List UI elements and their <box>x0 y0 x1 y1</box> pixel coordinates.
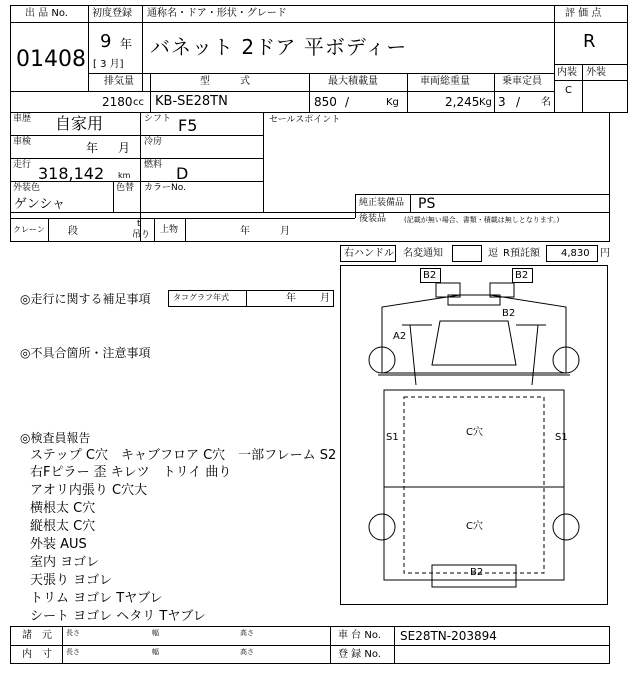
tacho-year-unit: 年 <box>286 293 296 304</box>
inner-size-row-label: 内 寸 <box>22 649 52 660</box>
damage-label: S1 <box>555 432 568 443</box>
chassis-label: 車 台 No. <box>338 630 381 641</box>
equip-label: 純正装備品 <box>359 198 405 208</box>
gross-weight-value: 2,245 <box>445 95 480 109</box>
mileage-label: 走行 <box>13 160 32 170</box>
crane-label: クレーン <box>13 225 45 234</box>
lot-number: 01408 <box>16 47 86 72</box>
inner-length-label: 長さ <box>66 648 80 656</box>
report-line: ステップ C穴 キャブフロア C穴 一部フレーム S2 <box>30 448 337 463</box>
aftermarket-note: (記載が無い場合、書類・積載は無しとなります。) <box>404 216 560 224</box>
name-change-box <box>452 245 482 262</box>
rhd-label: 右ハンドル <box>344 248 394 259</box>
height-label: 高さ <box>240 629 254 637</box>
report-line: トリム ヨゴレ Tヤブレ <box>30 591 163 606</box>
year-number: 9 <box>100 31 112 52</box>
capacity-slash: / <box>516 95 521 109</box>
mileage-unit: km <box>118 171 131 180</box>
lot-label: 出 品 No. <box>25 8 68 19</box>
interior-label: 内装 <box>557 67 577 78</box>
tacho-month-unit: 月 <box>320 293 330 304</box>
report-line: シート ヨゴレ ヘタリ Tヤブレ <box>30 609 206 624</box>
max-load-slash: / <box>345 95 350 109</box>
model-value: KB-SE28TN <box>155 94 228 109</box>
defect-notes-title: ◎不具合箇所・注意事項 <box>20 346 151 360</box>
damage-label: A2 <box>393 331 407 342</box>
gross-weight-unit: Kg <box>479 97 492 108</box>
r-deposit-value: 4,830 <box>561 248 590 259</box>
body-year-unit: 年 <box>240 226 250 237</box>
displacement-label: 排気量 <box>104 76 134 87</box>
body-label: 上物 <box>160 225 179 235</box>
capacity-label: 乗車定員 <box>502 76 542 87</box>
report-line: 外装 AUS <box>30 537 87 552</box>
capacity-unit: 名 <box>541 97 551 108</box>
ac-label: 冷房 <box>144 137 163 147</box>
registration-label: 登 録 No. <box>338 649 381 660</box>
grade-value: R <box>583 31 596 52</box>
inner-height-label: 高さ <box>240 648 254 656</box>
door-lines <box>410 325 538 385</box>
grade-label: 評 価 点 <box>565 8 602 19</box>
damage-label: S1 <box>386 432 399 443</box>
windshield-shape <box>432 321 516 365</box>
damage-label: B2 <box>423 270 437 281</box>
max-load-label: 最大積載量 <box>328 76 378 87</box>
shift-value: F5 <box>178 116 198 135</box>
bed-inner-outline <box>404 397 544 573</box>
model-label: 型 式 <box>200 76 250 87</box>
inspection-year-unit: 年 <box>86 141 99 155</box>
equip-value: PS <box>418 196 436 212</box>
sales-point-label: セールスポイント <box>269 115 341 125</box>
fuel-value: D <box>176 164 189 183</box>
name-label: 通称名・ドア・形状・グレード <box>147 8 287 19</box>
bed-sides <box>384 390 564 570</box>
gross-weight-label: 車両総重量 <box>420 76 470 87</box>
crane-lift-unit: 吊り <box>132 230 151 240</box>
cab-roof-line <box>382 295 566 318</box>
car-name: バネット 2ドア 平ボディー <box>150 35 408 59</box>
chassis-value: SE28TN-203894 <box>400 629 497 643</box>
displacement-value: 2180 <box>102 95 133 109</box>
ext-color-value: ゲンシャ <box>14 197 66 212</box>
capacity-value: 3 <box>498 95 506 109</box>
damage-label: B2 <box>502 308 516 319</box>
report-line: アオリ内張り C穴大 <box>30 483 148 498</box>
mileage-value: 318,142 <box>38 164 105 183</box>
report-line: 右Fピラー 歪 キレツ トリイ 曲り <box>30 465 232 480</box>
report-line: 横根太 C穴 <box>30 501 96 516</box>
report-line: 縦根太 C穴 <box>30 519 96 534</box>
damage-label: C穴 <box>466 427 483 438</box>
report-title: ◎検査員報告 <box>20 431 91 445</box>
body-month-unit: 月 <box>280 226 290 237</box>
yen-unit: 円 <box>600 248 610 259</box>
inner-width-label: 幅 <box>152 648 159 656</box>
inspection-label: 車検 <box>13 137 32 147</box>
length-label: 長さ <box>66 629 80 637</box>
history-label: 車歴 <box>13 114 32 124</box>
reg-month: [ 3 月] <box>93 59 124 70</box>
report-line: 室内 ヨゴレ <box>30 555 100 570</box>
aftermarket-label: 後装品 <box>359 214 387 224</box>
displacement-unit: cc <box>133 97 144 108</box>
travel-notes-title: ◎走行に関する補足事項 <box>20 292 151 306</box>
history-value: 自家用 <box>55 114 104 133</box>
year-unit: 年 <box>120 37 133 51</box>
name-change-label: 名変通知 <box>403 248 443 259</box>
exterior-label: 外装 <box>586 67 606 78</box>
damage-label: B2 <box>470 567 484 578</box>
max-load-unit: Kg <box>386 97 399 108</box>
r-deposit-label: R預託額 <box>503 248 540 259</box>
rear-left-wheel <box>369 514 395 540</box>
fuel-label: 燃料 <box>144 160 163 170</box>
rust-label: 逗 <box>488 248 498 259</box>
spec-row-label: 諸 元 <box>22 630 52 641</box>
shift-label: シフト <box>144 114 172 124</box>
crane-ton-unit: t <box>137 219 141 229</box>
crane-step-unit: 段 <box>68 226 78 237</box>
damage-label: C穴 <box>466 521 483 532</box>
ext-color-label: 外装色 <box>13 183 41 193</box>
width-label: 幅 <box>152 629 159 637</box>
bed-outline <box>384 390 564 580</box>
max-load-value: 850 <box>314 95 337 109</box>
first-reg-label: 初度登録 <box>92 8 132 19</box>
tacho-label: タコグラフ年式 <box>173 293 229 302</box>
rear-right-wheel <box>553 514 579 540</box>
color-code-label: カラーNo. <box>144 183 186 193</box>
color-change-label: 色替 <box>116 183 135 193</box>
inspection-month-unit: 月 <box>118 141 131 155</box>
interior-grade: C <box>565 85 572 96</box>
report-line: 天張り ヨゴレ <box>30 573 113 588</box>
damage-label: B2 <box>515 270 529 281</box>
